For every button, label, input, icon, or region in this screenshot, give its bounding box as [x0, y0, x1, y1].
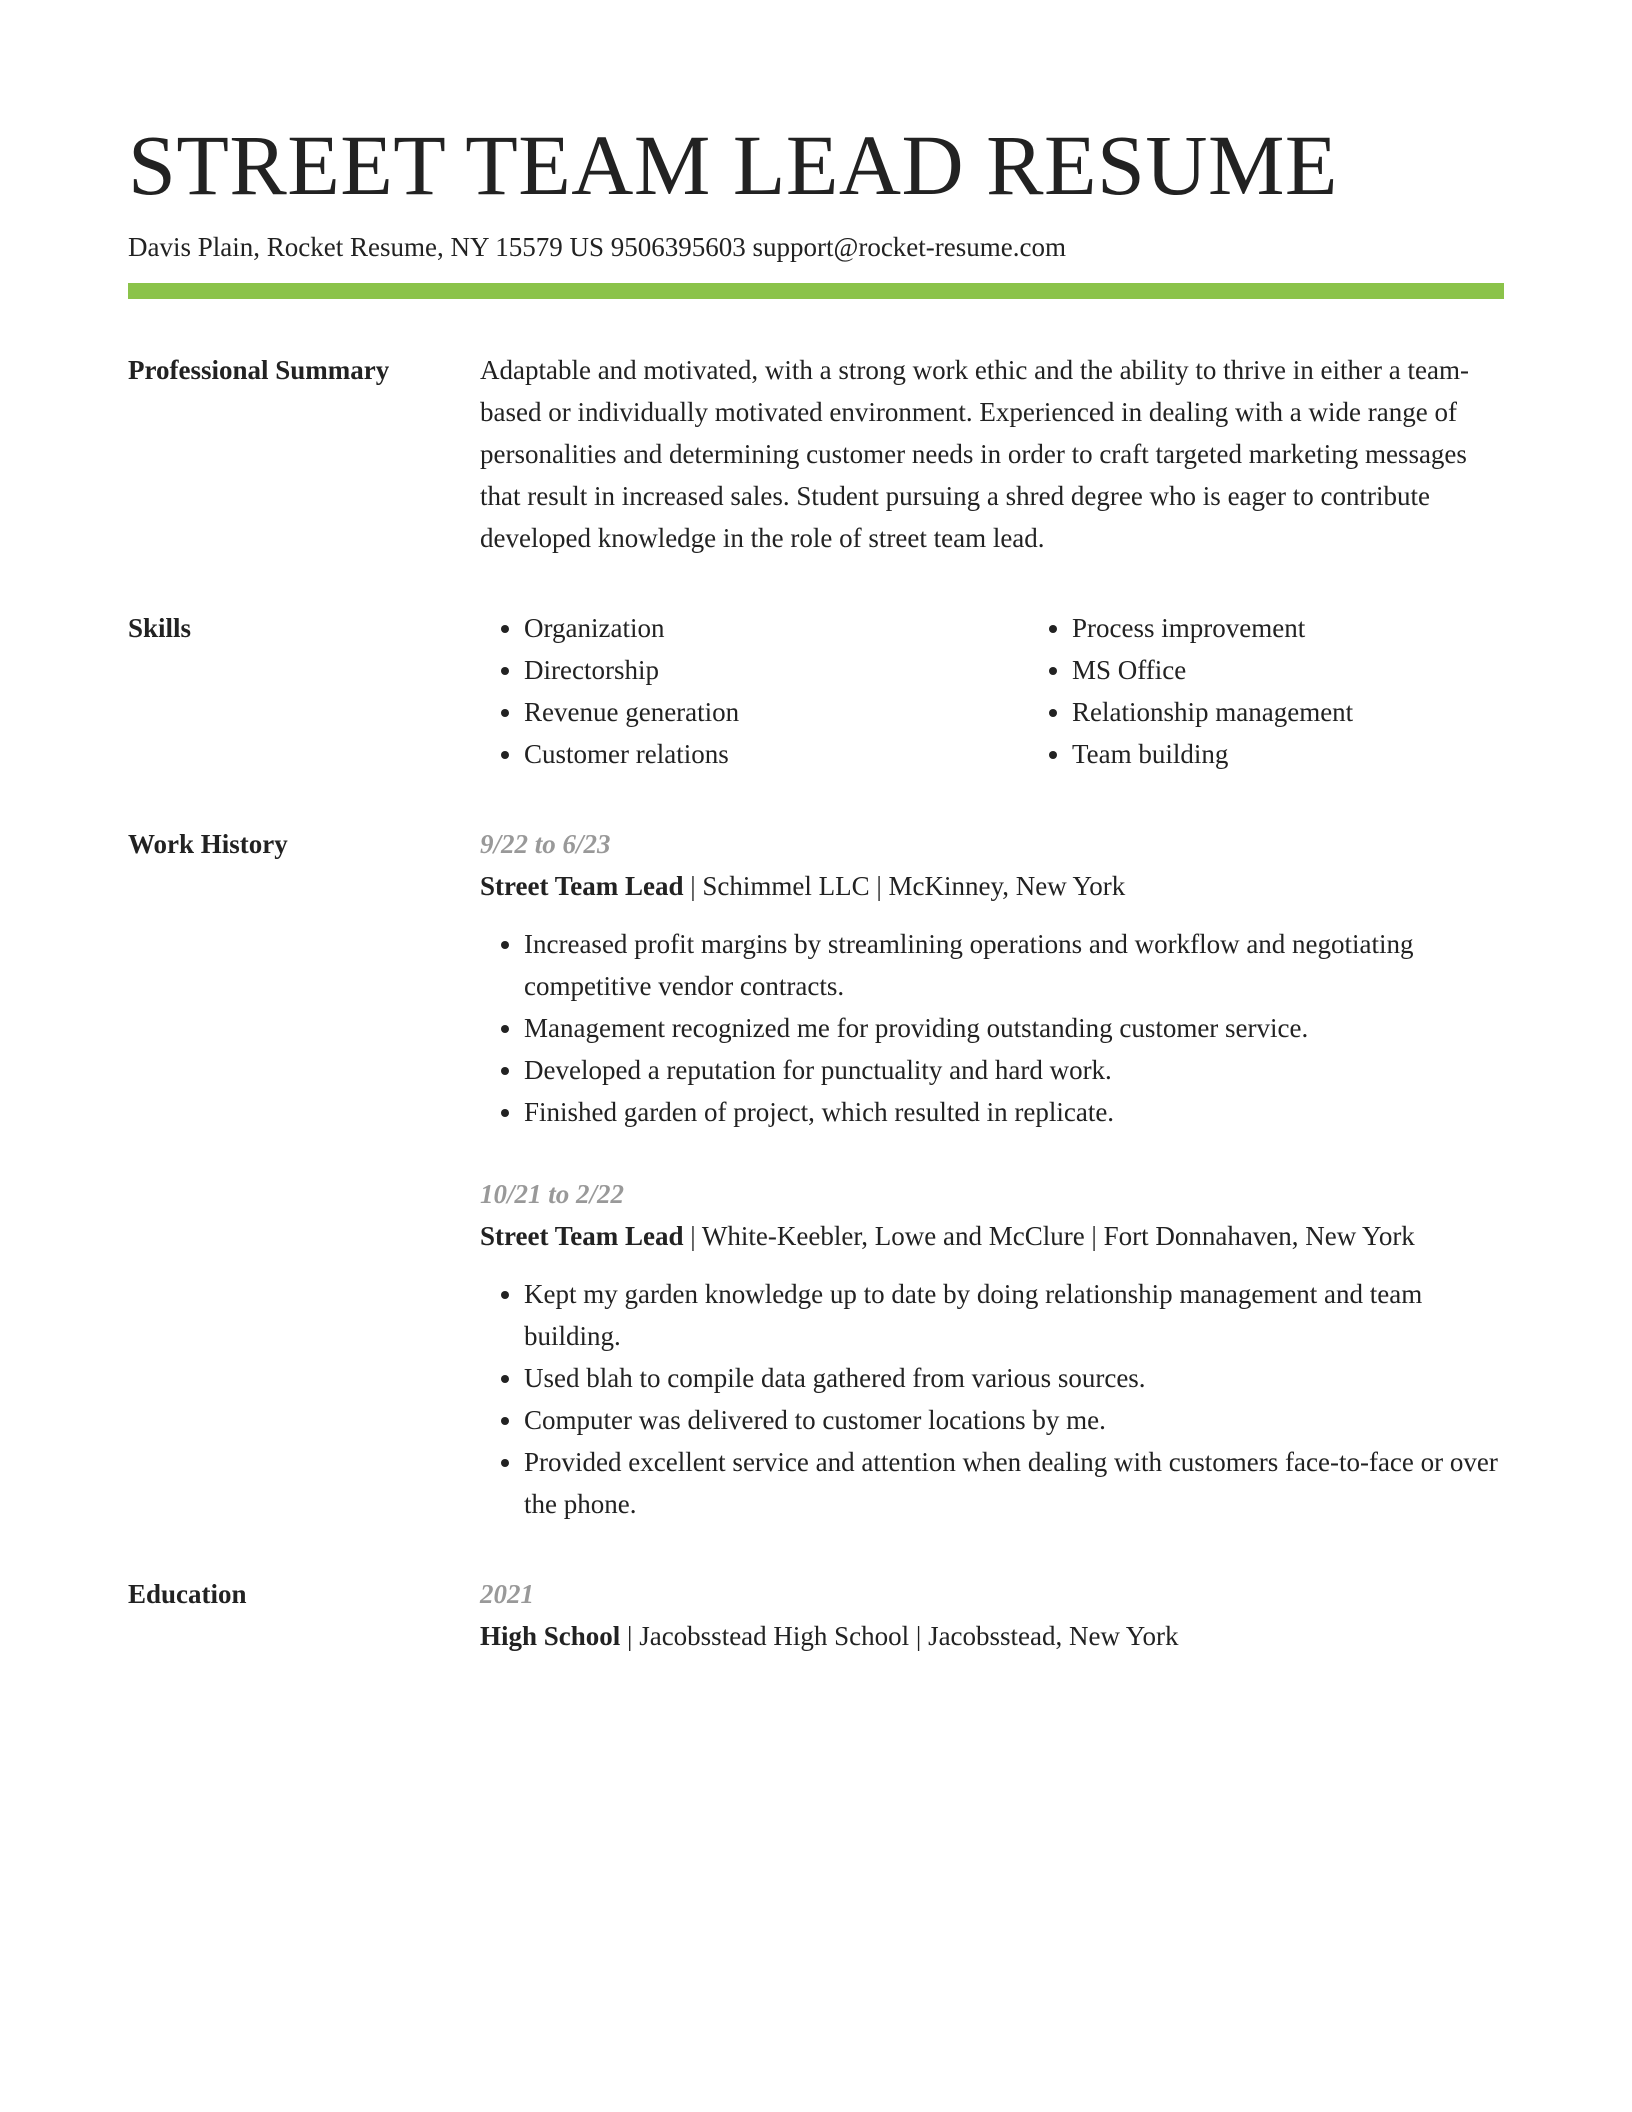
education-year: 2021: [480, 1578, 534, 1609]
resume-title: STREET TEAM LEAD RESUME: [128, 117, 1338, 213]
section-label-summary: Professional Summary: [128, 354, 390, 385]
skills-column-left: [480, 607, 1028, 775]
skill-item: • Directorship: [524, 649, 1028, 691]
education-degree: High School: [480, 1620, 621, 1651]
skill-item: • Team building: [1072, 733, 1576, 775]
job-bullet: • Computer was delivered to customer locations by me.: [524, 1399, 1504, 1441]
summary-text: Adaptable and motivated, with a strong work ethic and the ability to thrive in either a team-based or individually motivated environment. Experienced in dealing with a wide range of personalities and determining customer needs in order to craft targeted marketing messages that result in increased sales. Student pursuing a shred degree who is eager to contribute developed knowledge in the role of street team lead.: [480, 354, 1469, 553]
skills-section: [128, 607, 1504, 775]
job-dates: 10/21 to 2/22: [480, 1178, 625, 1209]
job-entry: [480, 1173, 1504, 1525]
skill-item: • Organization: [524, 607, 1028, 649]
job-heading: [480, 865, 1504, 907]
skill-item: • Process improvement: [1072, 607, 1576, 649]
job-bullets: [480, 923, 1504, 1133]
section-label-work-history: Work History: [128, 828, 288, 859]
summary-section: [128, 349, 1504, 559]
section-label-skills: Skills: [128, 612, 192, 643]
job-bullet: • Increased profit margins by streamlining operations and workflow and negotiating competitive vendor contracts.: [524, 923, 1504, 1007]
contact-info: Davis Plain, Rocket Resume, NY 15579 US 9506395603 support@rocket-resume.com: [128, 231, 1066, 262]
skills-column-right: [1028, 607, 1576, 775]
work-history-section: [128, 823, 1504, 1525]
education-heading: [480, 1615, 1504, 1657]
skill-item: • Relationship management: [1072, 691, 1576, 733]
job-title: Street Team Lead: [480, 1220, 684, 1251]
job-dates: 9/22 to 6/23: [480, 828, 611, 859]
job-employer: | White-Keebler, Lowe and McClure | Fort Donnahaven, New York: [683, 1220, 1415, 1251]
resume-page: [128, 118, 1504, 1657]
job-bullet: • Developed a reputation for punctuality and hard work.: [524, 1049, 1504, 1091]
education-section: [128, 1573, 1504, 1657]
skill-item: • MS Office: [1072, 649, 1576, 691]
job-bullet: • Finished garden of project, which resulted in replicate.: [524, 1091, 1504, 1133]
job-title: Street Team Lead: [480, 870, 684, 901]
job-employer: | Schimmel LLC | McKinney, New York: [683, 870, 1126, 901]
job-bullet: • Management recognized me for providing outstanding customer service.: [524, 1007, 1504, 1049]
skill-item: • Revenue generation: [524, 691, 1028, 733]
skill-item: • Customer relations: [524, 733, 1028, 775]
job-heading: [480, 1215, 1504, 1257]
job-bullets: [480, 1273, 1504, 1525]
education-school: | Jacobsstead High School | Jacobsstead, New York: [620, 1620, 1179, 1651]
section-label-education: Education: [128, 1578, 247, 1609]
job-bullet: • Provided excellent service and attention when dealing with customers face-to-face or over the phone.: [524, 1441, 1504, 1525]
job-bullet: • Kept my garden knowledge up to date by doing relationship management and team building.: [524, 1273, 1504, 1357]
job-entry: [480, 823, 1504, 1133]
accent-divider: [128, 283, 1504, 299]
job-bullet: • Used blah to compile data gathered from various sources.: [524, 1357, 1504, 1399]
